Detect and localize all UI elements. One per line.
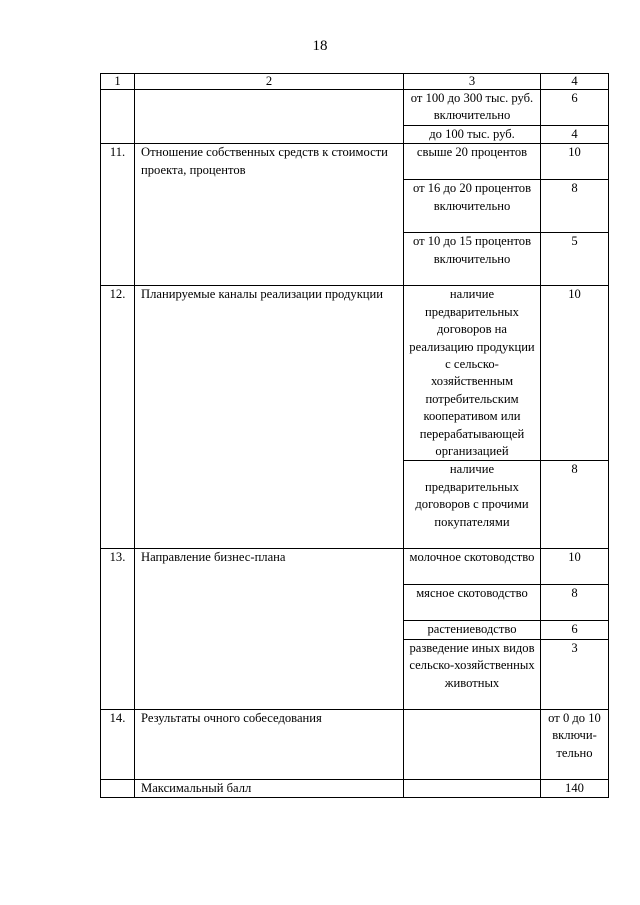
table-row (101, 709, 609, 779)
scoring-table (100, 73, 609, 798)
condition-cell: свыше 20 процентов (404, 144, 541, 180)
score-cell: 6 (541, 621, 609, 639)
score-cell: 8 (541, 461, 609, 549)
condition-cell: от 10 до 15 процентов включительно (404, 233, 541, 286)
condition-cell: наличие предварительных договоров с прочими покупателями (404, 461, 541, 549)
score-cell: 6 (541, 90, 609, 126)
page-number: 18 (312, 38, 328, 54)
table-row (101, 144, 609, 180)
criterion-name: Отношение собственных средств к стоимости проекта, процентов (135, 144, 404, 286)
criterion-name: Направление бизнес-плана (135, 549, 404, 709)
score-cell: 10 (541, 286, 609, 461)
number-cell (101, 90, 135, 144)
score-cell: 5 (541, 233, 609, 286)
condition-cell: мясное скотоводство (404, 585, 541, 621)
criterion-name: Результаты очного собеседования (135, 709, 404, 779)
criterion-number: 12. (101, 286, 135, 549)
table-header-row (101, 74, 609, 90)
criterion-number: 14. (101, 709, 135, 779)
total-condition-cell (404, 779, 541, 797)
score-cell: 3 (541, 639, 609, 709)
total-row (101, 779, 609, 797)
criterion-number: 11. (101, 144, 135, 286)
condition-cell: от 100 до 300 тыс. руб. включительно (404, 90, 541, 126)
table-row (101, 549, 609, 585)
condition-cell (404, 709, 541, 779)
header-col-2: 2 (135, 74, 404, 90)
condition-cell: наличие предварительных договоров на реализацию продукции с сельско-хозяйственным потребительским кооперативом или перерабатывающей организацией (404, 286, 541, 461)
header-col-1: 1 (101, 74, 135, 90)
criterion-cell (135, 90, 404, 144)
total-label: Максимальный балл (135, 779, 404, 797)
condition-cell: до 100 тыс. руб. (404, 126, 541, 144)
score-cell: 10 (541, 144, 609, 180)
condition-cell: молочное скотоводство (404, 549, 541, 585)
criterion-number: 13. (101, 549, 135, 709)
table-row (101, 286, 609, 461)
score-cell: 10 (541, 549, 609, 585)
score-cell: 8 (541, 585, 609, 621)
score-cell: 4 (541, 126, 609, 144)
score-cell: 8 (541, 180, 609, 233)
criterion-name: Планируемые каналы реализации продукции (135, 286, 404, 549)
total-score: 140 (541, 779, 609, 797)
condition-cell: от 16 до 20 процентов включительно (404, 180, 541, 233)
condition-cell: разведение иных видов сельско-хозяйственных животных (404, 639, 541, 709)
score-cell: от 0 до 10 включи-тельно (541, 709, 609, 779)
header-col-4: 4 (541, 74, 609, 90)
header-col-3: 3 (404, 74, 541, 90)
total-number-cell (101, 779, 135, 797)
condition-cell: растениеводство (404, 621, 541, 639)
table-row (101, 90, 609, 126)
